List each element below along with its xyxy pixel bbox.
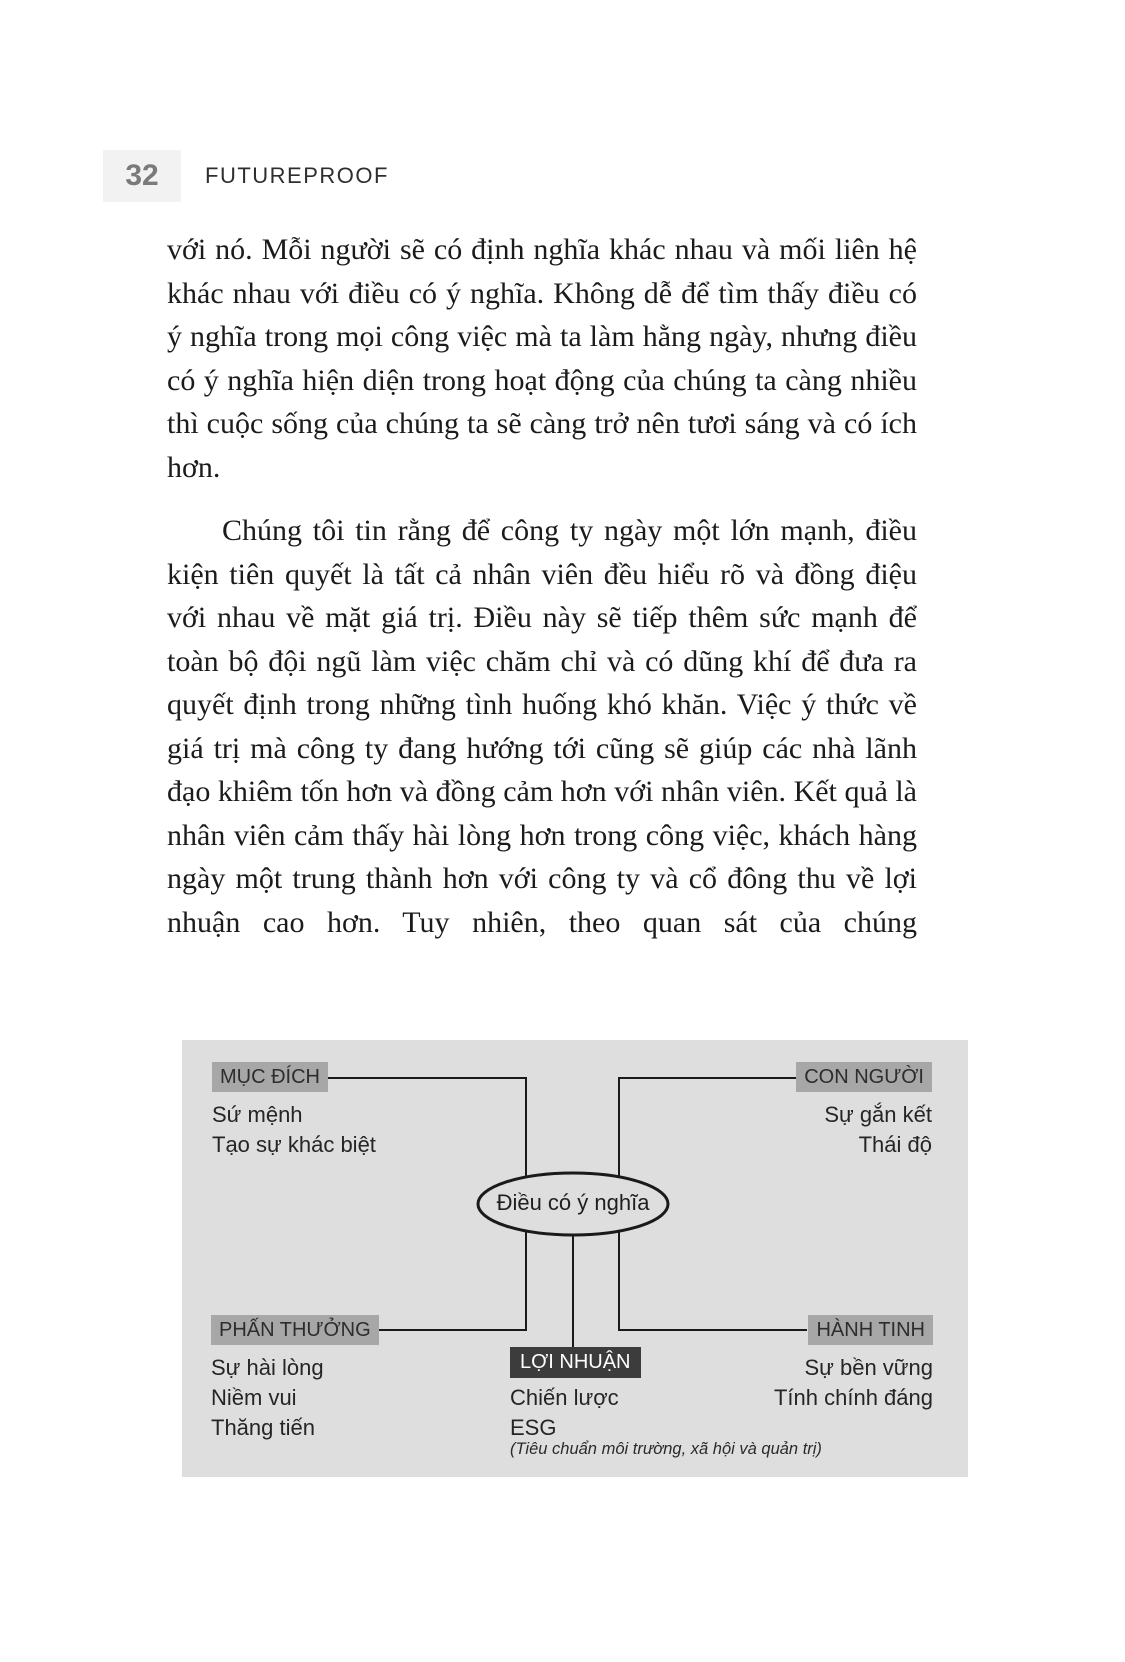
paragraph-1: với nó. Mỗi người sẽ có định nghĩa khác nhau và mối liên hệ khác nhau với điều có ý nghĩa. Không dễ để tìm thấy điều có ý nghĩa trong mọi công việc mà ta làm hằng ngày, nhưng điều có ý nghĩa hiện diện trong hoạt động của chúng ta càng nhiều thì cuộc sống của chúng ta sẽ càng trở nên tươi sáng và có ích hơn. bbox=[167, 233, 917, 484]
node-profit-items bbox=[510, 1383, 619, 1443]
node-planet-label: HÀNH TINH bbox=[808, 1315, 933, 1345]
paragraph-2: Chúng tôi tin rằng để công ty ngày một lớn mạnh, điều kiện tiên quyết là tất cả nhân viên đều hiểu rõ và đồng điệu với nhau về mặt giá trị. Điều này sẽ tiếp thêm sức mạnh để toàn bộ đội ngũ làm việc chăm chỉ và có dũng khí để đưa ra quyết định trong những tình huống khó khăn. Việc ý thức về giá trị mà công ty đang hướng tới cũng sẽ giúp các nhà lãnh đạo khiêm tốn hơn và đồng cảm hơn với nhân viên. Kết quả là nhân viên cảm thấy hài lòng hơn trong công việc, khách hàng ngày một trung thành hơn với công ty và cổ đông thu về lợi nhuận cao hơn. Tuy nhiên, theo quan sát của chúng bbox=[167, 514, 917, 939]
node-purpose-items bbox=[212, 1100, 376, 1160]
connector-planet-line bbox=[619, 1231, 807, 1330]
node-reward-label: PHẤN THƯỞNG bbox=[211, 1315, 379, 1345]
people-item: Sự gắn kết bbox=[824, 1102, 932, 1127]
node-people-items bbox=[824, 1100, 932, 1160]
body-text bbox=[167, 228, 917, 944]
page-number-box bbox=[103, 150, 181, 202]
center-ellipse-label: Điều có ý nghĩa bbox=[496, 1190, 650, 1215]
planet-item: Sự bền vững bbox=[804, 1355, 933, 1380]
people-item: Thái độ bbox=[858, 1132, 932, 1157]
purpose-item: Tạo sự khác biệt bbox=[212, 1132, 376, 1157]
profit-item: ESG bbox=[510, 1415, 557, 1440]
reward-item: Thăng tiến bbox=[211, 1415, 315, 1440]
reward-item: Sự hài lòng bbox=[211, 1355, 324, 1380]
esg-note: (Tiêu chuẩn môi trường, xã hội và quản trị) bbox=[510, 1440, 822, 1458]
connector-people-line bbox=[619, 1078, 807, 1177]
running-head-title: FUTUREPROOF bbox=[205, 163, 389, 188]
node-people-label: CON NGƯỜI bbox=[796, 1062, 932, 1092]
meaning-diagram bbox=[182, 1040, 968, 1477]
profit-item: Chiến lược bbox=[510, 1385, 619, 1410]
node-planet-items bbox=[774, 1353, 933, 1413]
node-reward-items bbox=[211, 1353, 324, 1443]
page-number: 32 bbox=[125, 159, 159, 192]
node-purpose-label: MỤC ĐÍCH bbox=[212, 1062, 328, 1092]
purpose-item: Sứ mệnh bbox=[212, 1102, 303, 1127]
node-profit-label: LỢI NHUẬN bbox=[510, 1347, 641, 1378]
reward-item: Niềm vui bbox=[211, 1385, 297, 1410]
connector-reward-line bbox=[371, 1231, 526, 1330]
planet-item: Tính chính đáng bbox=[773, 1385, 933, 1410]
